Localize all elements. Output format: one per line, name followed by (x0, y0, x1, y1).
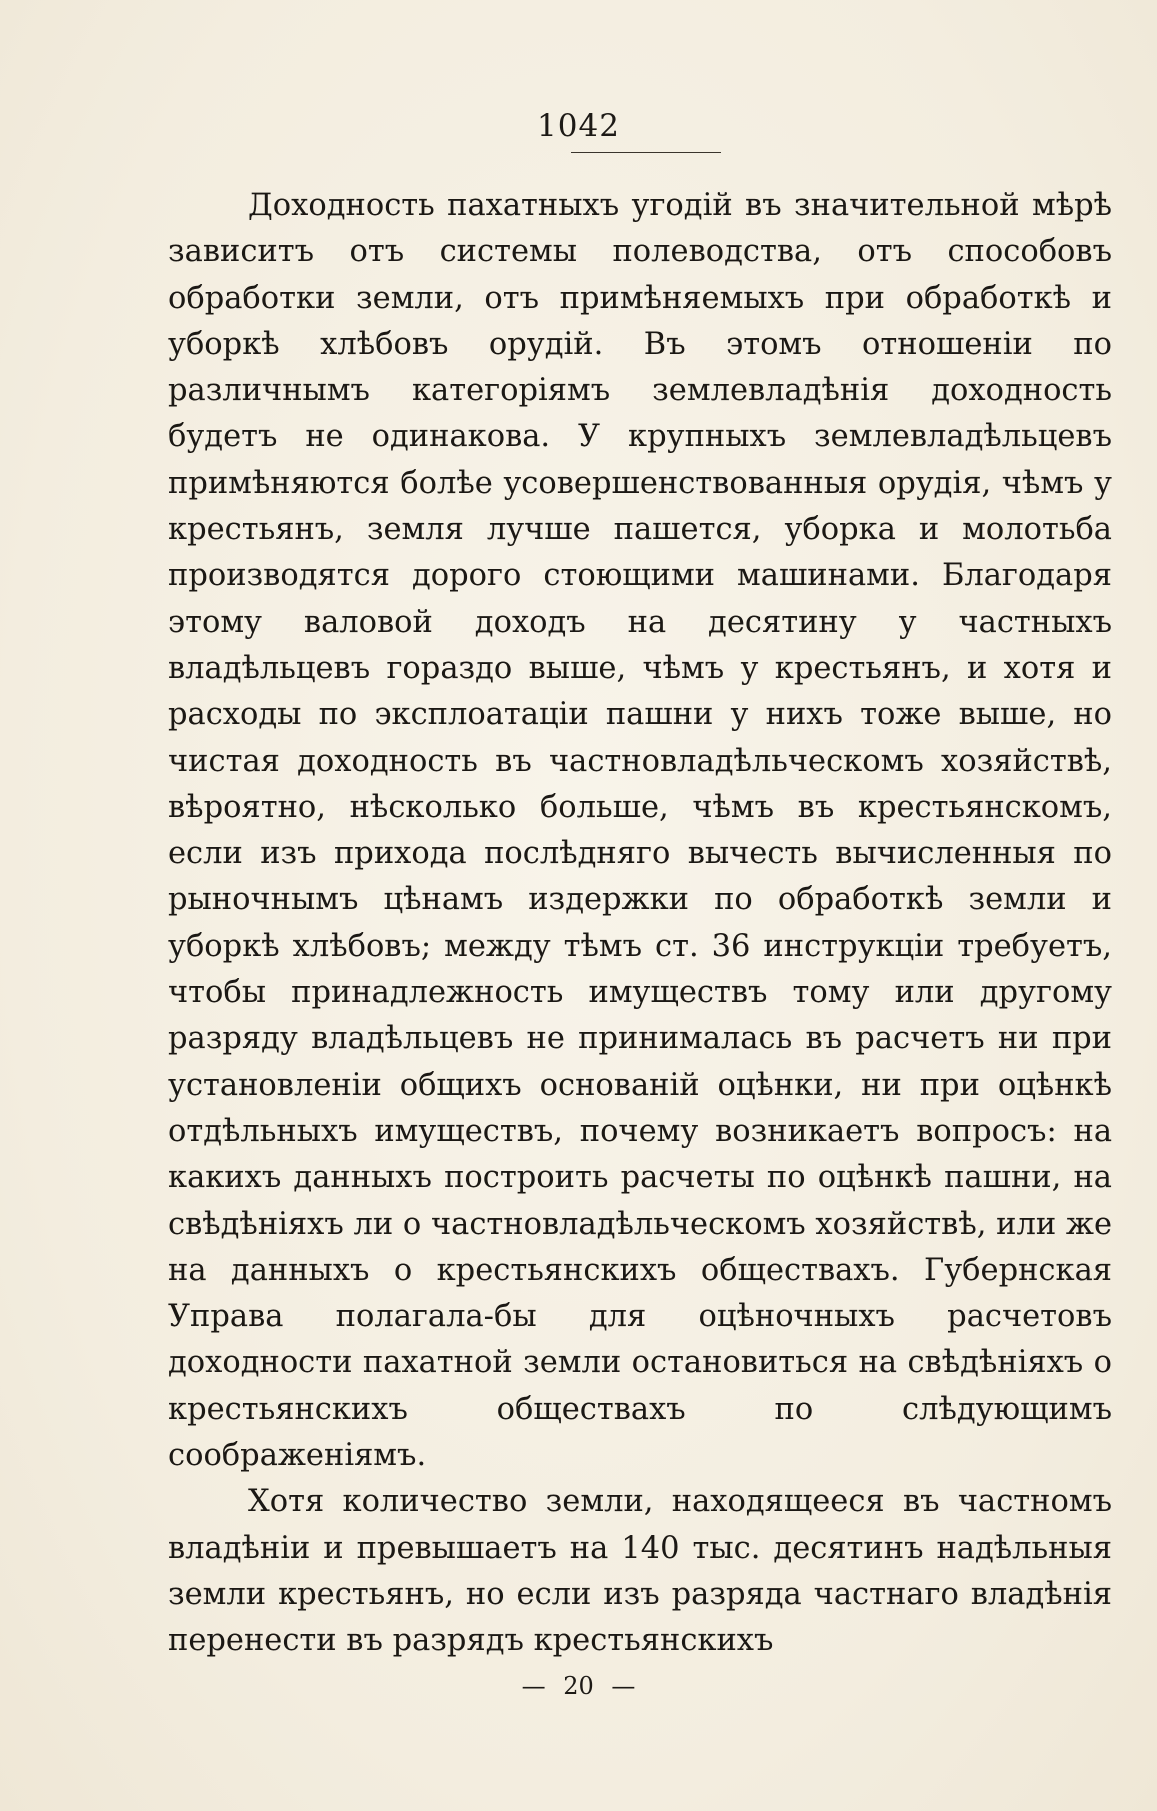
page-number-header: 1042 (537, 108, 620, 144)
paragraph-2: Хотя количество земли, находящееся въ частномъ владѣніи и превышаетъ на 140 тыс. десятинъ надѣльныя земли крестьянъ, но если изъ разряда частнаго владѣнія перенести въ разрядъ крестьянскихъ (168, 1484, 1112, 1659)
header-rule (571, 152, 721, 153)
page-body (168, 183, 1112, 1665)
paragraph-1: Доходность пахатныхъ угодій въ значительной мѣрѣ зависитъ отъ системы полеводства, отъ способовъ обработки земли, отъ примѣняемыхъ при обработкѣ и уборкѣ хлѣбовъ орудій. Въ этомъ отношеніи по различнымъ категоріямъ землевладѣнія доходность будетъ не одинакова. У крупныхъ землевладѣльцевъ примѣняются болѣе усовершенствованныя орудія, чѣмъ у крестьянъ, земля лучше пашется, уборка и молотьба производятся дорого стоющими машинами. Благодаря этому валовой доходъ на десятину у частныхъ владѣльцевъ гораздо выше, чѣмъ у крестьянъ, и хотя и расходы по эксплоатаціи пашни у нихъ тоже выше, но чистая доходность въ частновладѣльческомъ хозяйствѣ, вѣроятно, нѣсколько больше, чѣмъ въ крестьянскомъ, если изъ прихода послѣдняго вычесть вычисленныя по рыночнымъ цѣнамъ издержки по обработкѣ земли и уборкѣ хлѣбовъ; между тѣмъ ст. 36 инструкціи требуетъ, чтобы принадлежность имуществъ тому или другому разряду владѣльцевъ не принималась въ расчетъ ни при установленіи общихъ основаній оцѣнки, ни при оцѣнкѣ отдѣльныхъ имуществъ, почему возникаетъ вопросъ: на какихъ данныхъ построить расчеты по оцѣнкѣ пашни, на свѣдѣніяхъ ли о частновладѣльческомъ хозяйствѣ, или же на данныхъ о крестьянскихъ обществахъ. Губернская Управа полагала-бы для оцѣночныхъ расчетовъ доходности пахатной земли остановиться на свѣдѣніяхъ о крестьянскихъ обществахъ по слѣдующимъ соображеніямъ. (168, 188, 1112, 1474)
signature-mark: — 20 — (521, 1672, 636, 1700)
